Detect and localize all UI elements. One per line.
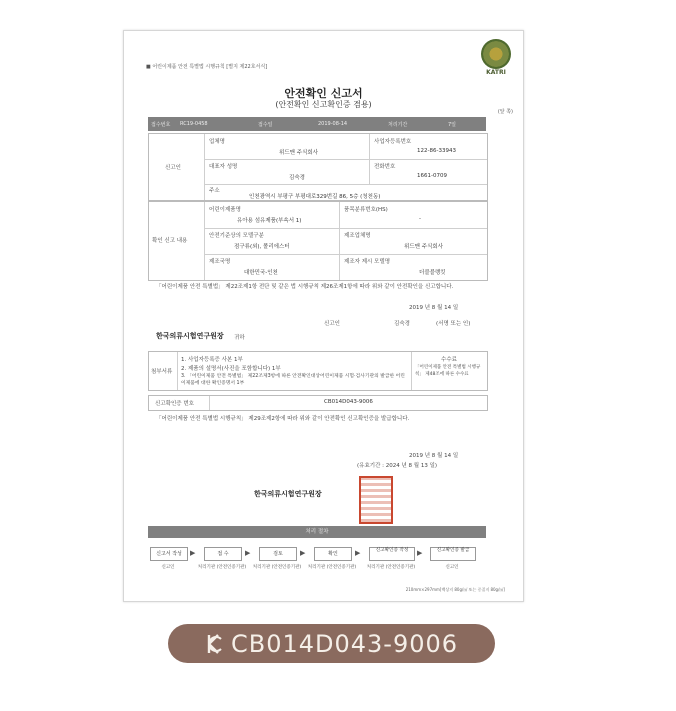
flow-step: 접 수 bbox=[204, 547, 242, 561]
applicant-table: 신고인 업체명 위드맨 주식회사 사업자등록번호 122-86-33943 대표자 성명 김숙경 전화번호 1661-0709 주소 인천광역시 부평구 부평대로329번길 86, 5층 (청천동) bbox=[148, 133, 488, 201]
confirm-date: 2019 년 8 월 14 일 bbox=[409, 453, 459, 459]
attachment-item: 2. 제품의 설명서(사진을 포함합니다) 1부 bbox=[181, 366, 281, 372]
item-number: - bbox=[419, 216, 421, 222]
model-type: 점구류(외), 폴리에스터 bbox=[234, 244, 290, 250]
page-note: (앞 쪽) bbox=[497, 109, 513, 115]
signer-name: 김숙경 bbox=[394, 321, 410, 327]
institution-name: 한국의류시험연구원장 bbox=[156, 332, 224, 340]
flow-step-actor: 신고인 bbox=[445, 565, 459, 570]
cert-number-row: 신고확인증 번호 CB014D043-9006 bbox=[148, 395, 488, 411]
arrow-right-icon: ▶ bbox=[190, 549, 196, 557]
receipt-header-row: 접수번호 RC19-0458 접수일 2019-08-14 처리기간 7일 bbox=[148, 117, 486, 131]
flow-step: 신고서 작성 bbox=[150, 547, 188, 561]
manufacturer: 위드맨 주식회사 bbox=[404, 244, 443, 250]
declaration-document: ■ 어린이제품 안전 특별법 시행규칙 [별지 제22호서식] KATRI 안전확인 신고서 (안전확인 신고확인증 겸용) (앞 쪽) 접수번호 RC19-0458 접수일 2019-08-14 처리기간 7일 신고인 업체명 위드맨 주식회사 사업자등록번호 122-86-33943 대표자 성명 김숙경 전화번호 1661-0709 주소 인천광역시 부평구 부평대로329번길 86, 5층 (청천동) 확인 신고 내용 어린이제품명 유아용 섬유제품(부속서 1) 품목분류번호(HS) - 안전기준상의 모델구분 점구류(외), 폴리에스터 제조업체명 위드맨 주식회사 제조국명 대한민국-인천 제조자 제시 모델명 더블블랭킷 「어린이제품 안전 특별법」 제22조제1항 전단 및 같은 법 시행규칙 제26조제1항에 따라 위와 같이 안전확인을 신고합니다. 2019 년 8 월 14 일 신고인 김숙경 (서명 또는 인) 한국의류시험연구원장 귀하 첨부서류 1. 사업자등록증 사본 1부 2. 제품의 설명서(사진을 포함합니다) 1부 3. 「어린이제품 안전 특별법」 제22조제3항에 따른 안전확인대상어린이제품 시험·검사기관의 발급한 어린이제품에 대한 확인증명서 1부 수수료 「어린이제품 안전 특별법 시행규칙」 제48조에 따른 수수료 신고확인증 번호 CB014D043-9006 「어린이제품 안전 특별법 시행규칙」 제29조제2항에 따라 위와 같이 안전확인 신고확인증을 발급합니다. 2019 년 8 월 14 일 (유효기간 : 2024 년 8 월 13 일) 한국의류시험연구원장 처리 절차 신고서 작성 ▶ 접 수 ▶ 검토 ▶ 확인 ▶ 신고확인증 작성 ▶ 신고확인증 발급 신고인 처리기관 (안전인증기관) 처리기관 (안전인증기관) 처리기관 (안전인증기관) 처리기관 (안전인증기관) 신고인 210mm×297mm[백상지 80g/㎡ 또는 중질지 80g/㎡] bbox=[123, 30, 524, 602]
arrow-right-icon: ▶ bbox=[355, 549, 361, 557]
valid-period: (유효기간 : 2024 년 8 월 13 일) bbox=[357, 463, 438, 469]
official-seal-stamp bbox=[359, 476, 393, 524]
flow-header: 처리 절차 bbox=[148, 526, 486, 538]
company-name: 위드맨 주식회사 bbox=[279, 150, 318, 156]
attachment-item: 1. 사업자등록증 사본 1부 bbox=[181, 357, 243, 363]
content-table: 확인 신고 내용 어린이제품명 유아용 섬유제품(부속서 1) 품목분류번호(HS) - 안전기준상의 모델구분 점구류(외), 폴리에스터 제조업체명 위드맨 주식회사 제조국명 대한민국-인천 제조자 제시 모델명 더블블랭킷 bbox=[148, 201, 488, 281]
arrow-right-icon: ▶ bbox=[417, 549, 423, 557]
address: 인천광역시 부평구 부평대로329번길 86, 5층 (청천동) bbox=[249, 194, 381, 200]
arrow-right-icon: ▶ bbox=[300, 549, 306, 557]
content-section-label: 확인 신고 내용 bbox=[152, 238, 188, 244]
country: 대한민국-인천 bbox=[244, 270, 278, 276]
arrow-right-icon: ▶ bbox=[245, 549, 251, 557]
flow-step: 신고확인증 작성 bbox=[369, 547, 415, 561]
issuer-name: 한국의류시험연구원장 bbox=[254, 490, 322, 498]
form-reference: ■ 어린이제품 안전 특별법 시행규칙 [별지 제22호서식] bbox=[146, 63, 267, 70]
business-number: 122-86-33943 bbox=[417, 148, 456, 154]
katri-emblem-icon bbox=[481, 39, 511, 69]
flow-step-actor: 처리기관 (안전인증기관) bbox=[197, 565, 247, 570]
model-name: 더블블랭킷 bbox=[419, 270, 446, 276]
document-title: 안전확인 신고서 bbox=[284, 87, 363, 100]
fee-text: 「어린이제품 안전 특별법 시행규칙」 제48조에 따른 수수료 bbox=[415, 365, 481, 377]
kc-mark-icon bbox=[205, 633, 225, 655]
flow-step: 검토 bbox=[259, 547, 297, 561]
paper-spec: 210mm×297mm[백상지 80g/㎡ 또는 중질지 80g/㎡] bbox=[405, 587, 505, 592]
product-name: 유아용 섬유제품(부속서 1) bbox=[237, 218, 302, 224]
cert-number: CB014D043-9006 bbox=[324, 399, 373, 405]
representative-name: 김숙경 bbox=[289, 175, 305, 181]
flow-step-actor: 처리기관 (안전인증기관) bbox=[252, 565, 302, 570]
confirm-text: 「어린이제품 안전 특별법 시행규칙」 제29조제2항에 따라 위와 같이 안전확인 신고확인증을 발급합니다. bbox=[156, 416, 410, 422]
phone-number: 1661-0709 bbox=[417, 173, 447, 179]
statement-text: 「어린이제품 안전 특별법」 제22조제1항 전단 및 같은 법 시행규칙 제26조제1항에 따라 위와 같이 안전확인을 신고합니다. bbox=[156, 284, 454, 290]
flow-step: 확인 bbox=[314, 547, 352, 561]
document-subtitle: (안전확인 신고확인증 겸용) bbox=[275, 100, 372, 109]
certificate-number: CB014D043-9006 bbox=[230, 629, 459, 658]
flow-step-actor: 처리기관 (안전인증기관) bbox=[307, 565, 357, 570]
attachments-box: 첨부서류 1. 사업자등록증 사본 1부 2. 제품의 설명서(사진을 포함합니다) 1부 3. 「어린이제품 안전 특별법」 제22조제3항에 따른 안전확인대상어린이제품 시험·검사기관의 발급한 어린이제품에 대한 확인증명서 1부 수수료 「어린이제품 안전 특별법 시행규칙」 제48조에 따른 수수료 bbox=[148, 351, 488, 391]
certificate-number-badge bbox=[168, 624, 495, 663]
statement-date: 2019 년 8 월 14 일 bbox=[409, 305, 459, 311]
attachment-item: 3. 「어린이제품 안전 특별법」 제22조제3항에 따른 안전확인대상어린이제품 시험·검사기관의 발급한 어린이제품에 대한 확인증명서 1부 bbox=[181, 374, 405, 386]
applicant-section-label: 신고인 bbox=[165, 165, 181, 171]
flow-step-actor: 처리기관 (안전인증기관) bbox=[366, 565, 416, 570]
katri-logo: KATRI bbox=[479, 39, 513, 76]
flow-step: 신고확인증 발급 bbox=[430, 547, 476, 561]
flow-step-actor: 신고인 bbox=[161, 565, 175, 570]
